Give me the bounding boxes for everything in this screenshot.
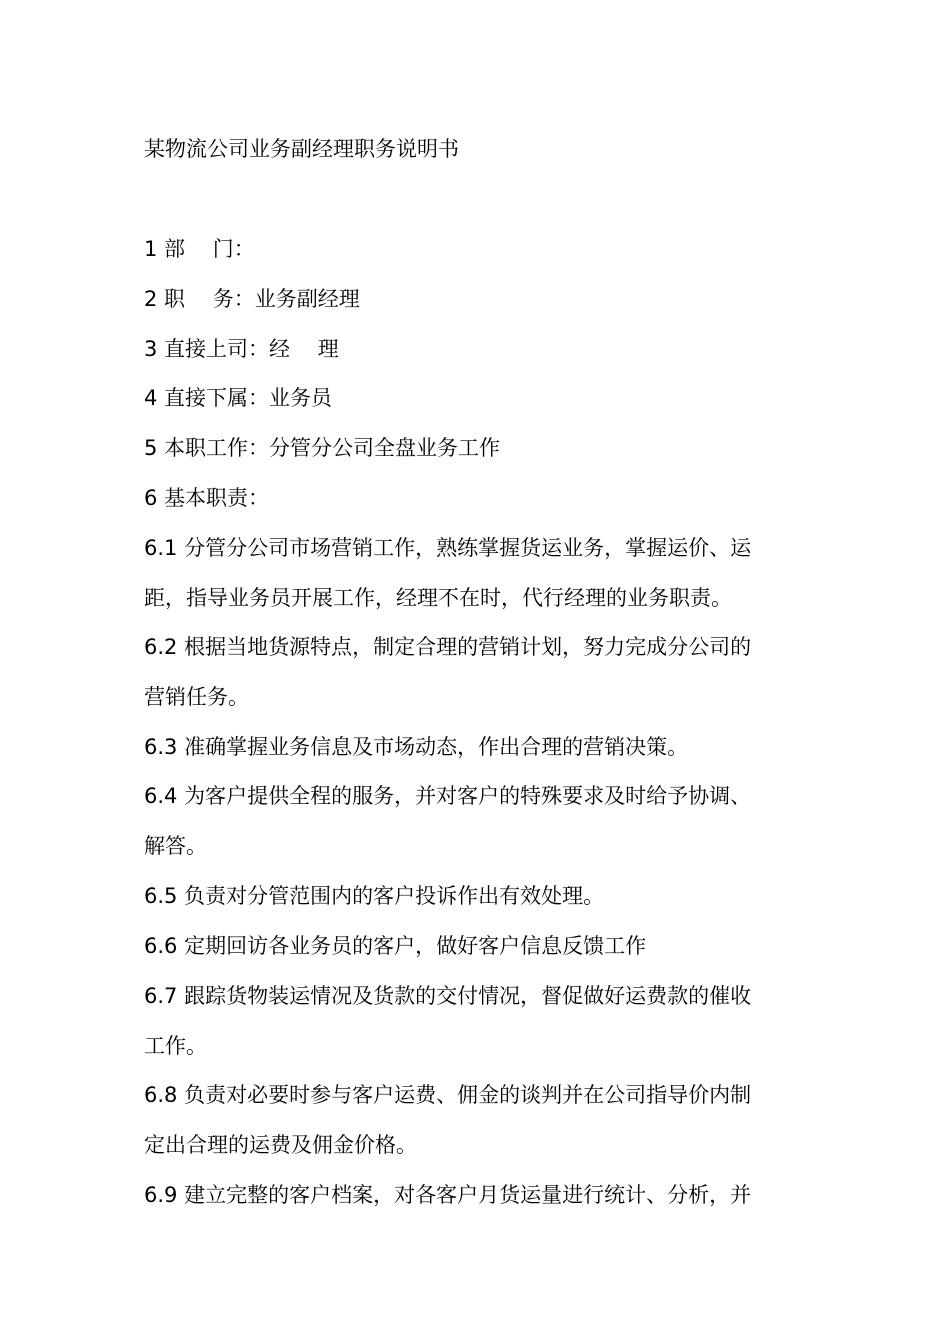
duty-line: 6.8 负责对必要时参与客户运费、佣金的谈判并在公司指导价内制 (144, 1083, 752, 1107)
field-direct-subordinate: 4 直接下属：业务员 (144, 386, 333, 410)
duty-line: 营销任务。 (144, 685, 249, 709)
duty-line: 工作。 (144, 1034, 207, 1058)
duty-line: 6.6 定期回访各业务员的客户，做好客户信息反馈工作 (144, 934, 647, 958)
duty-line: 6.1 分管分公司市场营销工作，熟练掌握货运业务，掌握运价、运 (144, 536, 752, 560)
duty-line: 6.3 准确掌握业务信息及市场动态，作出合理的营销决策。 (144, 735, 689, 759)
duty-line: 6.2 根据当地货源特点，制定合理的营销计划，努力完成分公司的 (144, 635, 752, 659)
document-title: 某物流公司业务副经理职务说明书 (144, 137, 459, 161)
duty-line: 6.4 为客户提供全程的服务，并对客户的特殊要求及时给予协调、 (144, 784, 752, 808)
duty-line: 解答。 (144, 834, 207, 858)
field-department: 1 部 门： (144, 237, 255, 261)
field-position: 2 职 务：业务副经理 (144, 287, 360, 311)
field-basic-duties: 6 基本职责： (144, 486, 270, 510)
duty-line: 距，指导业务员开展工作，经理不在时，代行经理的业务职责。 (144, 586, 732, 610)
duty-line: 6.7 跟踪货物装运情况及货款的交付情况，督促做好运费款的催收 (144, 984, 752, 1008)
duty-line: 定出合理的运费及佣金价格。 (144, 1133, 417, 1157)
duty-line: 6.9 建立完整的客户档案，对各客户月货运量进行统计、分析，并 (144, 1183, 752, 1207)
field-main-work: 5 本职工作：分管分公司全盘业务工作 (144, 436, 501, 460)
field-direct-superior: 3 直接上司：经 理 (144, 337, 339, 361)
duty-line: 6.5 负责对分管范围内的客户投诉作出有效处理。 (144, 884, 605, 908)
